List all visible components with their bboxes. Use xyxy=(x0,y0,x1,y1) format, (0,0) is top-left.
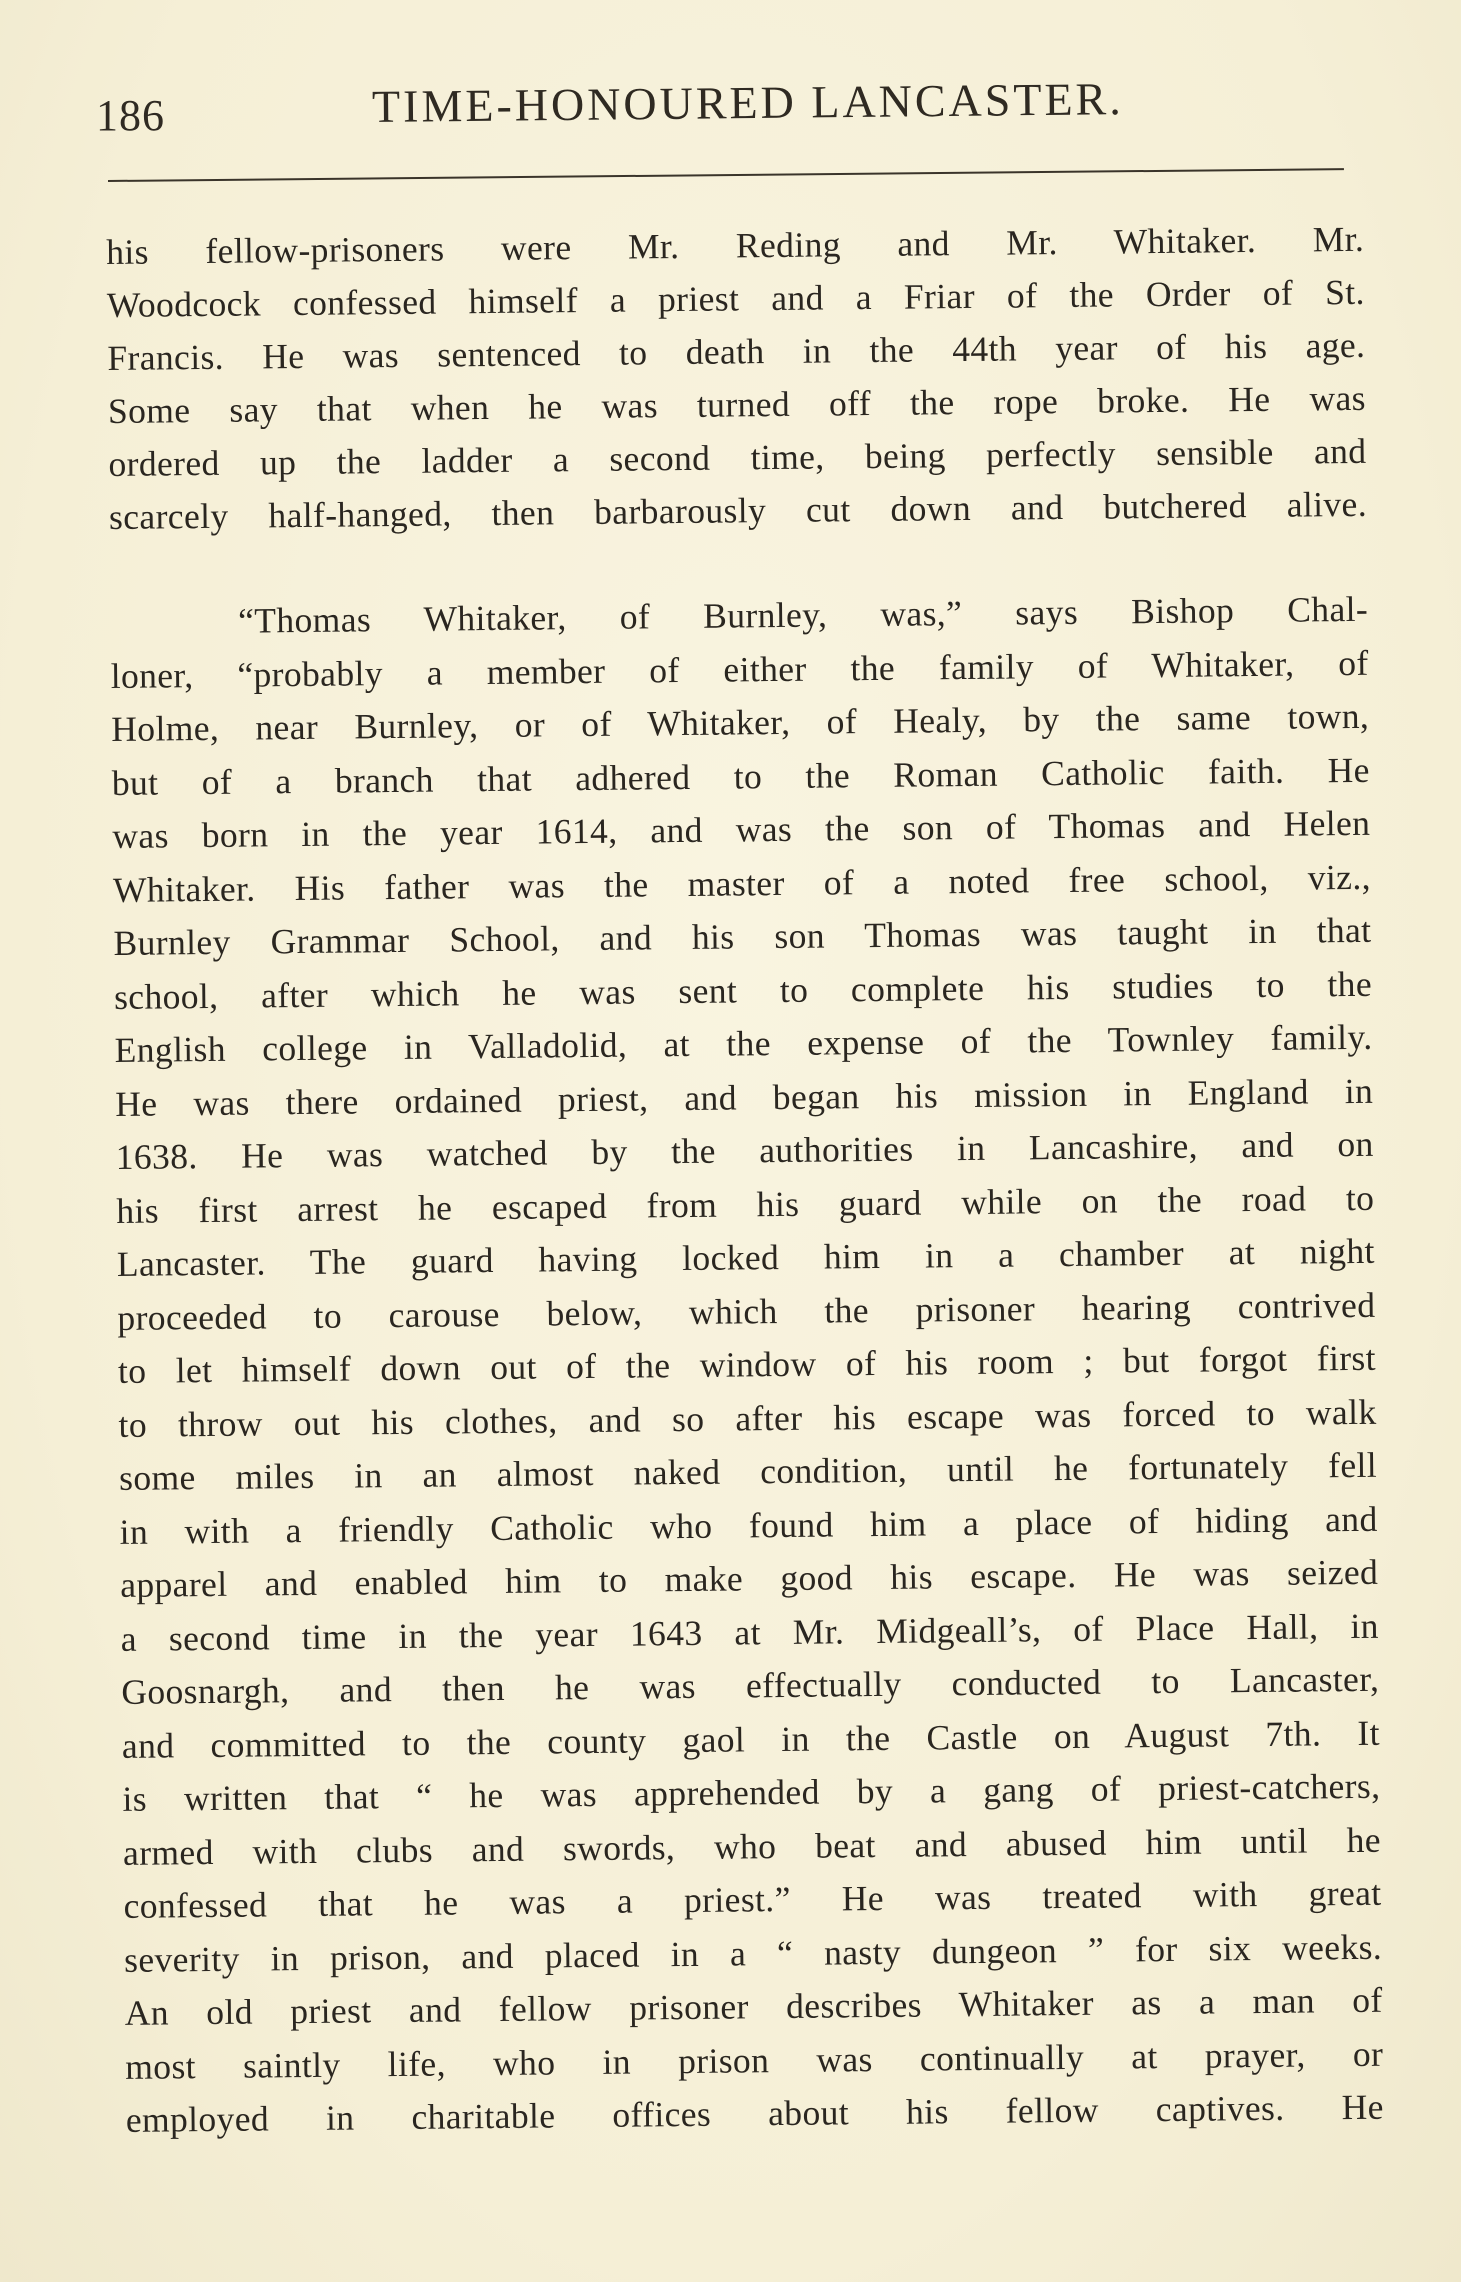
page-number: 186 xyxy=(96,91,165,140)
header-rule xyxy=(108,168,1344,182)
text-line: some miles in an almost naked condition, until he fortunately fell xyxy=(118,1444,1378,1498)
paragraph-2 xyxy=(110,583,1384,2148)
text-line: loner, “probably a member of either the family of Whitaker, of xyxy=(110,642,1369,696)
text-line: An old priest and fellow prisoner describes Whitaker as a man of xyxy=(124,1979,1383,2033)
text-line: proceeded to carouse below, which the prisoner hearing contrived xyxy=(117,1284,1376,1338)
text-line: Woodcock confessed himself a priest and a Friar of the Order of St. xyxy=(106,271,1365,325)
text-line: but of a branch that adhered to the Roman Catholic faith. He xyxy=(111,749,1370,803)
running-title: TIME-HONOURED LANCASTER. xyxy=(371,73,1124,132)
text-line: He was there ordained priest, and began his mission in England in xyxy=(114,1070,1374,1124)
text-line: “Thomas Whitaker, of Burnley, was,” says Bishop Chal- xyxy=(237,588,1369,641)
text-line: confessed that he was a priest.” He was treated with great xyxy=(123,1872,1382,1926)
text-line: scarcely half-hanged, then barbarously cut down and butchered alive. xyxy=(108,483,1368,537)
text-line: employed in charitable offices about his fellow captives. He xyxy=(125,2086,1384,2140)
page-header xyxy=(96,73,1336,150)
text-line: ordered up the ladder a second time, being perfectly sensible and xyxy=(108,430,1367,484)
text-line: a second time in the year 1643 at Mr. Midgeall’s, of Place Hall, in xyxy=(120,1605,1379,1659)
text-line: most saintly life, who in prison was continually at prayer, or xyxy=(125,2033,1384,2087)
text-line: his first arrest he escaped from his guard while on the road to xyxy=(116,1177,1375,1231)
text-line: in with a friendly Catholic who found him a place of hiding and xyxy=(119,1498,1378,1552)
text-line: Goosnargh, and then he was effectually conducted to Lancaster, xyxy=(121,1658,1380,1712)
text-line: Some say that when he was turned off the rope broke. He was xyxy=(107,377,1367,431)
text-line: is written that “ he was apprehended by a gang of priest-catchers, xyxy=(122,1765,1381,1819)
text-line: apparel and enabled him to make good his escape. He was seized xyxy=(120,1551,1379,1605)
text-line: severity in prison, and placed in a “ nasty dungeon ” for six weeks. xyxy=(123,1926,1383,1980)
text-line: 1638. He was watched by the authorities in Lancashire, and on xyxy=(115,1123,1374,1177)
text-line: school, after which he was sent to complete his studies to the xyxy=(113,963,1373,1017)
text-line: to let himself down out of the window of his room ; but forgot first xyxy=(117,1337,1377,1391)
text-line: English college in Valladolid, at the expense of the Townley family. xyxy=(114,1016,1373,1070)
text-line: was born in the year 1614, and was the son of Thomas and Helen xyxy=(112,802,1371,856)
text-line: to throw out his clothes, and so after his escape was forced to walk xyxy=(118,1391,1377,1445)
text-line: and committed to the county gaol in the Castle on August 7th. It xyxy=(121,1712,1381,1766)
text-line: Francis. He was sentenced to death in the 44th year of his age. xyxy=(107,324,1366,378)
text-line: Whitaker. His father was the master of a noted free school, viz., xyxy=(112,856,1372,910)
text-line: Burnley Grammar School, and his son Thomas was taught in that xyxy=(113,909,1372,963)
body-text xyxy=(106,213,1384,2148)
text-line: Lancaster. The guard having locked him in a chamber at night xyxy=(116,1230,1376,1284)
text-line: his fellow-prisoners were Mr. Reding and Mr. Whitaker. Mr. xyxy=(106,218,1365,272)
text-line: armed with clubs and swords, who beat and abused him until he xyxy=(122,1819,1382,1873)
paragraph-1 xyxy=(106,213,1367,544)
text-line: Holme, near Burnley, or of Whitaker, of Healy, by the same town, xyxy=(111,695,1370,749)
